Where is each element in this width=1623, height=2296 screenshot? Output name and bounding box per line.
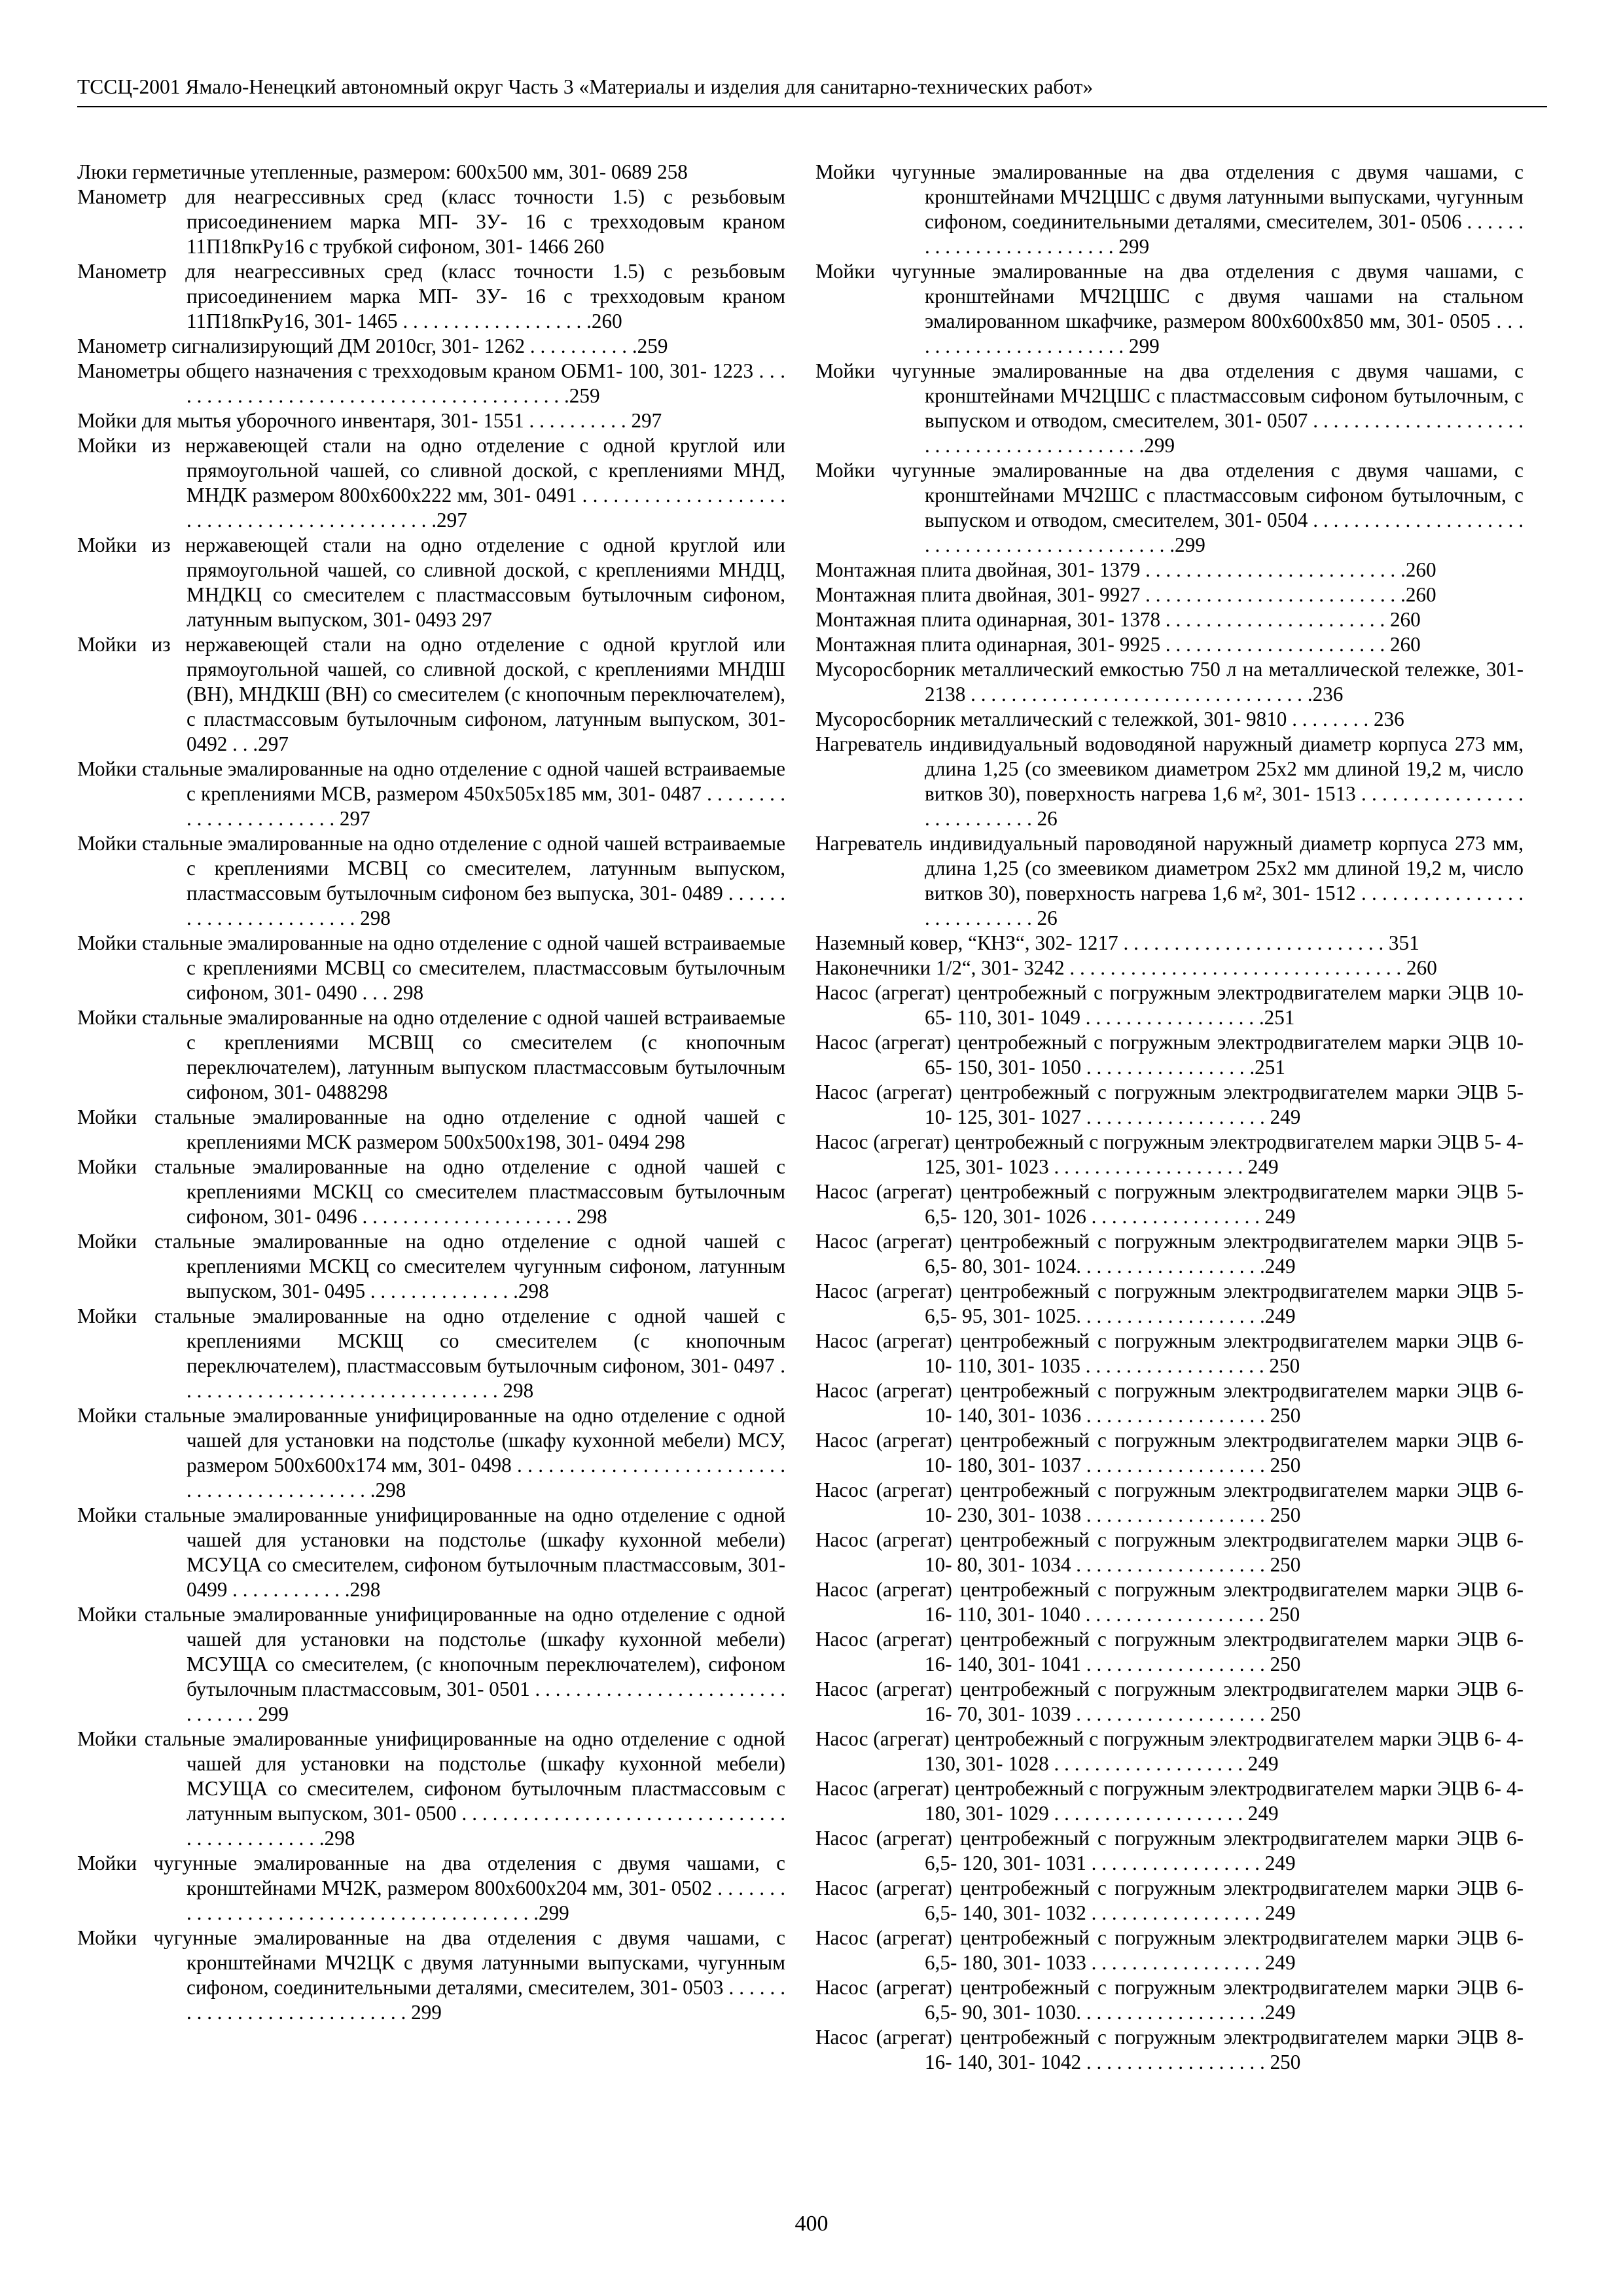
index-entry: Мойки стальные эмалированные на одно отделение с одной чашей встраиваемые с креплениями МСВЦ со смесителем, латунным выпуском, пластмассовым бутылочным сифоном без выпуска, 301- 0489 . . . . . . . . . . . . . . . . . . . . . . . 298 bbox=[77, 832, 785, 929]
index-entry: Мойки стальные эмалированные на одно отделение с одной чашей с креплениями МСКЩ со смесителем (с кнопочным переключателем), пластмассовым бутылочным сифоном, 301- 0497 . . . . . . . . . . . . . . . . . . . . . . . . . . . . . . . . 298 bbox=[77, 1304, 785, 1402]
index-entry: Мойки чугунные эмалированные на два отделения с двумя чашами, с кронштейнами МЧ2ШС с пластмассовым сифоном бутылочным, с выпуском и отводом, смесителем, 301- 0504 . . . . . . . . . . . . . . . . . . . . . . . . . . . . . . . . . . . . . . . . . . . . . .299 bbox=[815, 459, 1524, 556]
index-entry: Насос (агрегат) центробежный с погружным электродвигателем марки ЭЦВ 6- 10- 140, 301- 1036 . . . . . . . . . . . . . . . . . . 250 bbox=[815, 1379, 1524, 1427]
index-entry: Мойки стальные эмалированные унифицированные на одно отделение с одной чашей для установки на подстолье (шкафу кухонной мебели) МСУ, размером 500х600х174 мм, 301- 0498 . . . . . . . . . . . . . . . . . . . . . . . . . . . . . . . . . . . . . . . . . . . . .298 bbox=[77, 1404, 785, 1501]
index-entry: Насос (агрегат) центробежный с погружным электродвигателем марки ЭЦВ 6- 4- 180, 301- 1029 . . . . . . . . . . . . . . . . . . . 249 bbox=[815, 1777, 1524, 1825]
index-entry: Мойки стальные эмалированные на одно отделение с одной чашей с креплениями МСКЦ со смесителем чугунным сифоном, латунным выпуском, 301- 0495 . . . . . . . . . . . . . . .298 bbox=[77, 1230, 785, 1302]
index-entry: Насос (агрегат) центробежный с погружным электродвигателем марки ЭЦВ 6- 10- 80, 301- 1034 . . . . . . . . . . . . . . . . . . . 250 bbox=[815, 1528, 1524, 1576]
index-entry: Мойки из нержавеющей стали на одно отделение с одной круглой или прямоугольной чашей, со сливной доской, с креплениями МНДЦ, МНДКЦ со смесителем с пластмассовым бутылочным сифоном, латунным выпуском, 301- 0493 297 bbox=[77, 533, 785, 631]
index-entry: Насос (агрегат) центробежный с погружным электродвигателем марки ЭЦВ 6- 6,5- 120, 301- 1031 . . . . . . . . . . . . . . . . . 249 bbox=[815, 1827, 1524, 1874]
index-entry: Люки герметичные утепленные, размером: 600х500 мм, 301- 0689 258 bbox=[77, 160, 688, 183]
index-entry: Монтажная плита одинарная, 301- 9925 . . . . . . . . . . . . . . . . . . . . . . 260 bbox=[815, 633, 1421, 656]
index-entry: Мойки стальные эмалированные на одно отделение с одной чашей встраиваемые с креплениями МСВЦ со смесителем, пластмассовым бутылочным сифоном, 301- 0490 . . . 298 bbox=[77, 931, 785, 1004]
index-entry: Мойки стальные эмалированные на одно отделение с одной чашей встраиваемые с креплениями МСВЩ со смесителем (с кнопочным переключателем), латунным выпуском пластмассовым бутылочным сифоном, 301- 0488298 bbox=[77, 1006, 785, 1103]
index-entry: Манометры общего назначения с трехходовым краном ОБМ1- 100, 301- 1223 . . . . . . . . . . . . . . . . . . . . . . . . . . . . . . . . . . . . . . . . .259 bbox=[77, 359, 785, 407]
index-entry: Наземный ковер, “КНЗ“, 302- 1217 . . . . . . . . . . . . . . . . . . . . . . . . . . 351 bbox=[815, 931, 1419, 954]
index-column-right bbox=[815, 160, 1524, 2075]
index-entry: Манометр сигнализирующий ДМ 2010сг, 301- 1262 . . . . . . . . . . .259 bbox=[77, 334, 668, 357]
index-entry: Мусоросборник металлический емкостью 750 л на металлической тележке, 301- 2138 . . . . . . . . . . . . . . . . . . . . . . . . . . . . . . . . . .236 bbox=[815, 658, 1524, 706]
index-entry: Насос (агрегат) центробежный с погружным электродвигателем марки ЭЦВ 6- 16- 110, 301- 1040 . . . . . . . . . . . . . . . . . . 250 bbox=[815, 1578, 1524, 1626]
index-entry: Насос (агрегат) центробежный с погружным электродвигателем марки ЭЦВ 6- 10- 110, 301- 1035 . . . . . . . . . . . . . . . . . . 250 bbox=[815, 1329, 1524, 1377]
index-entry: Насос (агрегат) центробежный с погружным электродвигателем марки ЭЦВ 8- 16- 140, 301- 1042 . . . . . . . . . . . . . . . . . . 250 bbox=[815, 2026, 1524, 2073]
index-entry: Нагреватель индивидуальный водоводяной наружный диаметр корпуса 273 мм, длина 1,25 (со змеевиком диаметром 25х2 мм длиной 19,2 м, число витков 30), поверхность нагрева 1,6 м², 301- 1513 . . . . . . . . . . . . . . . . . . . . . . . . . . . 26 bbox=[815, 732, 1524, 830]
index-entry: Насос (агрегат) центробежный с погружным электродвигателем марки ЭЦВ 5- 6,5- 95, 301- 1025. . . . . . . . . . . . . . . . . . .249 bbox=[815, 1280, 1524, 1327]
index-entry: Мойки стальные эмалированные на одно отделение с одной чашей с креплениями МСК размером 500х500х198, 301- 0494 298 bbox=[77, 1105, 785, 1153]
index-entry: Мойки стальные эмалированные на одно отделение с одной чашей с креплениями МСКЦ со смесителем пластмассовым бутылочным сифоном, 301- 0496 . . . . . . . . . . . . . . . . . . . . . 298 bbox=[77, 1155, 785, 1228]
index-entry: Насос (агрегат) центробежный с погружным электродвигателем марки ЭЦВ 6- 4- 130, 301- 1028 . . . . . . . . . . . . . . . . . . . 249 bbox=[815, 1727, 1524, 1775]
index-entry: Насос (агрегат) центробежный с погружным электродвигателем марки ЭЦВ 5- 10- 125, 301- 1027 . . . . . . . . . . . . . . . . . . 249 bbox=[815, 1081, 1524, 1128]
index-entry: Мойки чугунные эмалированные на два отделения с двумя чашами, с кронштейнами МЧ2ЦК с двумя латунными выпусками, чугунным сифоном, соединительными деталями, смесителем, 301- 0503 . . . . . . . . . . . . . . . . . . . . . . . . . . . . 299 bbox=[77, 1926, 785, 2024]
index-entry: Мойки из нержавеющей стали на одно отделение с одной круглой или прямоугольной чашей, со сливной доской, с креплениями МНДШ (ВН), МНДКШ (ВН) со смесителем (с кнопочным переключателем), с пластмассовым бутылочным сифоном, латунным выпуском, 301- 0492 . . .297 bbox=[77, 633, 785, 755]
index-entry: Мойки стальные эмалированные унифицированные на одно отделение с одной чашей для установки на подстолье (шкафу кухонной мебели) МСУЦА со смесителем, сифоном бутылочным пластмассовым, 301- 0499 . . . . . . . . . . . .298 bbox=[77, 1503, 785, 1601]
index-entry: Мойки чугунные эмалированные на два отделения с двумя чашами, с кронштейнами МЧ2К, размером 800х600х204 мм, 301- 0502 . . . . . . . . . . . . . . . . . . . . . . . . . . . . . . . . . . . . . . . . . .299 bbox=[77, 1852, 785, 1924]
index-entry: Насос (агрегат) центробежный с погружным электродвигателем марки ЭЦВ 6- 6,5- 180, 301- 1033 . . . . . . . . . . . . . . . . . 249 bbox=[815, 1926, 1524, 1974]
index-entry: Мойки для мытья уборочного инвентаря, 301- 1551 . . . . . . . . . . 297 bbox=[77, 409, 662, 432]
index-entry: Мойки чугунные эмалированные на два отделения с двумя чашами, с кронштейнами МЧ2ЦШС с двумя чашами на стальном эмалированном шкафчике, размером 800х600х850 мм, 301- 0505 . . . . . . . . . . . . . . . . . . . . . . . 299 bbox=[815, 260, 1524, 357]
index-entry: Мойки чугунные эмалированные на два отделения с двумя чашами, с кронштейнами МЧ2ЦШС с пластмассовым сифоном бутылочным, с выпуском и отводом, смесителем, 301- 0507 . . . . . . . . . . . . . . . . . . . . . . . . . . . . . . . . . . . . . . . . . . .299 bbox=[815, 359, 1524, 457]
index-entry: Монтажная плита одинарная, 301- 1378 . . . . . . . . . . . . . . . . . . . . . . 260 bbox=[815, 608, 1421, 631]
index-entry: Насос (агрегат) центробежный с погружным электродвигателем марки ЭЦВ 6- 16- 70, 301- 1039 . . . . . . . . . . . . . . . . . . . 250 bbox=[815, 1677, 1524, 1725]
index-entry: Насос (агрегат) центробежный с погружным электродвигателем марки ЭЦВ 10- 65- 150, 301- 1050 . . . . . . . . . . . . . . . . .251 bbox=[815, 1031, 1524, 1079]
index-entry: Насос (агрегат) центробежный с погружным электродвигателем марки ЭЦВ 6- 10- 230, 301- 1038 . . . . . . . . . . . . . . . . . . 250 bbox=[815, 1479, 1524, 1526]
index-entry: Мойки из нержавеющей стали на одно отделение с одной круглой или прямоугольной чашей, со сливной доской, с креплениями МНД, МНДК размером 800х600х222 мм, 301- 0491 . . . . . . . . . . . . . . . . . . . . . . . . . . . . . . . . . . . . . . . . . . . . .297 bbox=[77, 434, 785, 531]
index-entry: Насос (агрегат) центробежный с погружным электродвигателем марки ЭЦВ 6- 10- 180, 301- 1037 . . . . . . . . . . . . . . . . . . 250 bbox=[815, 1429, 1524, 1477]
index-entry: Насос (агрегат) центробежный с погружным электродвигателем марки ЭЦВ 5- 6,5- 80, 301- 1024. . . . . . . . . . . . . . . . . . .249 bbox=[815, 1230, 1524, 1278]
index-entry: Мойки чугунные эмалированные на два отделения с двумя чашами, с кронштейнами МЧ2ЦШС с двумя латунными выпусками, чугунным сифоном, соединительными деталями, смесителем, 301- 0506 . . . . . . . . . . . . . . . . . . . . . . . . . 299 bbox=[815, 160, 1524, 258]
header-divider bbox=[77, 106, 1547, 107]
index-entry: Насос (агрегат) центробежный с погружным электродвигателем марки ЭЦВ 10- 65- 110, 301- 1049 . . . . . . . . . . . . . . . . . .251 bbox=[815, 981, 1524, 1029]
index-column-left bbox=[77, 160, 785, 2025]
index-entry: Мойки стальные эмалированные на одно отделение с одной чашей встраиваемые с креплениями МСВ, размером 450х505х185 мм, 301- 0487 . . . . . . . . . . . . . . . . . . . . . . . 297 bbox=[77, 757, 785, 830]
index-entry: Манометр для неагрессивных сред (класс точности 1.5) с резьбовым присоединением марка МП- 3У- 16 с трехходовым краном 11П18пкРу16 с трубкой сифоном, 301- 1466 260 bbox=[77, 185, 785, 258]
index-entry: Нагреватель индивидуальный пароводяной наружный диаметр корпуса 273 мм, длина 1,25 (со змеевиком диаметром 25х2 мм длиной 19,2 м, число витков 30), поверхность нагрева 1,6 м², 301- 1512 . . . . . . . . . . . . . . . . . . . . . . . . . . . 26 bbox=[815, 832, 1524, 929]
index-entry: Мусоросборник металлический с тележкой, 301- 9810 . . . . . . . . 236 bbox=[815, 708, 1404, 730]
index-entry: Насос (агрегат) центробежный с погружным электродвигателем марки ЭЦВ 6- 6,5- 140, 301- 1032 . . . . . . . . . . . . . . . . . 249 bbox=[815, 1876, 1524, 1924]
page-header: ТССЦ-2001 Ямало-Ненецкий автономный округ Часть 3 «Материалы и изделия для санитарно-технических работ» bbox=[77, 75, 1094, 98]
index-entry: Наконечники 1/2“, 301- 3242 . . . . . . . . . . . . . . . . . . . . . . . . . . . . . . . . . 260 bbox=[815, 956, 1437, 979]
index-entry: Насос (агрегат) центробежный с погружным электродвигателем марки ЭЦВ 6- 6,5- 90, 301- 1030. . . . . . . . . . . . . . . . . . .249 bbox=[815, 1976, 1524, 2024]
index-entry: Мойки стальные эмалированные унифицированные на одно отделение с одной чашей для установки на подстолье (шкафу кухонной мебели) МСУЩА со смесителем, сифоном бутылочным пластмассовым с латунным выпуском, 301- 0500 . . . . . . . . . . . . . . . . . . . . . . . . . . . . . . . . . . . . . . . . . . . . . .298 bbox=[77, 1727, 785, 1850]
index-entry: Насос (агрегат) центробежный с погружным электродвигателем марки ЭЦВ 5- 4- 125, 301- 1023 . . . . . . . . . . . . . . . . . . . 249 bbox=[815, 1130, 1524, 1178]
index-entry: Мойки стальные эмалированные унифицированные на одно отделение с одной чашей для установки на подстолье (шкафу кухонной мебели) МСУЩА со смесителем, (с кнопочным переключателем), сифоном бутылочным пластмассовым, 301- 0501 . . . . . . . . . . . . . . . . . . . . . . . . . . . . . . . . 299 bbox=[77, 1603, 785, 1725]
index-entry: Монтажная плита двойная, 301- 1379 . . . . . . . . . . . . . . . . . . . . . . . . . .260 bbox=[815, 558, 1436, 581]
index-entry: Монтажная плита двойная, 301- 9927 . . . . . . . . . . . . . . . . . . . . . . . . . .260 bbox=[815, 583, 1436, 606]
index-entry: Насос (агрегат) центробежный с погружным электродвигателем марки ЭЦВ 6- 16- 140, 301- 1041 . . . . . . . . . . . . . . . . . . 250 bbox=[815, 1628, 1524, 1676]
index-entry: Манометр для неагрессивных сред (класс точности 1.5) с резьбовым присоединением марка МП- 3У- 16 с трехходовым краном 11П18пкРу16, 301- 1465 . . . . . . . . . . . . . . . . . . .260 bbox=[77, 260, 785, 332]
index-entry: Насос (агрегат) центробежный с погружным электродвигателем марки ЭЦВ 5- 6,5- 120, 301- 1026 . . . . . . . . . . . . . . . . . 249 bbox=[815, 1180, 1524, 1228]
page-number: 400 bbox=[794, 2212, 829, 2236]
